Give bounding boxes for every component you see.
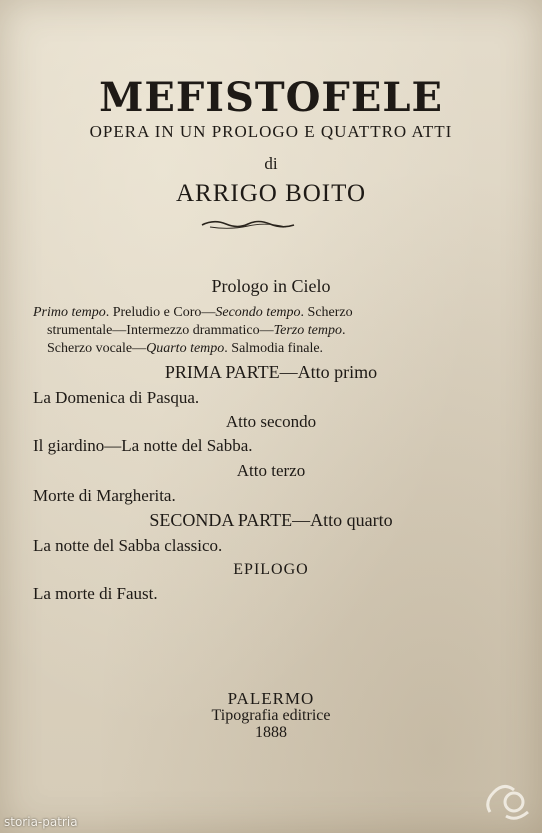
scene-morte-faust: La morte di Faust. (33, 584, 158, 603)
page-title: MEFISTOFELE (99, 74, 443, 121)
by-line: di (264, 154, 278, 173)
scene-giardino: Il giardino—La notte del Sabba. (33, 436, 253, 455)
prologo-desc-line-1 (33, 305, 353, 321)
scherzo: . Scherzo (300, 305, 353, 320)
prologo-desc-line-3 (47, 341, 323, 357)
quarto-tempo: Quarto tempo (146, 341, 225, 356)
ornament-rule (200, 216, 296, 232)
scene-notte-sabba-classico: La notte del Sabba classico. (33, 536, 223, 555)
author-name: ARRIGO BOITO (175, 180, 366, 207)
period: . (341, 323, 346, 338)
strumentale-intermezzo: strumentale—Intermezzo drammatico— (47, 323, 274, 338)
secondo-tempo: Secondo tempo (215, 305, 301, 320)
watermark-text: storia-patria (4, 815, 78, 829)
scene-domenica: La Domenica di Pasqua. (33, 388, 200, 407)
epilogo-heading: EPILOGO (233, 561, 309, 578)
atto-secondo-heading: Atto secondo (225, 412, 317, 431)
atto-terzo-heading: Atto terzo (236, 461, 306, 480)
scene-morte-margherita: Morte di Margherita. (33, 486, 176, 505)
imprint-printer: Tipografia editrice (211, 707, 331, 724)
primo-tempo: Primo tempo (33, 305, 106, 320)
ebay-watermark-logo-icon (478, 772, 538, 828)
prologo-heading: Prologo in Cielo (211, 276, 331, 296)
salmodia-finale: . Salmodia finale. (224, 341, 324, 356)
imprint-city: PALERMO (227, 689, 315, 708)
imprint-year: 1888 (255, 724, 287, 741)
preludio-coro: . Preludio e Coro— (105, 305, 216, 320)
terzo-tempo: Terzo tempo (273, 323, 342, 338)
scherzo-vocale: Scherzo vocale— (47, 341, 147, 356)
prologo-desc-line-2 (47, 323, 345, 339)
seconda-parte-heading: SECONDA PARTE—Atto quarto (149, 510, 393, 530)
prima-parte-heading: PRIMA PARTE—Atto primo (164, 362, 378, 382)
subtitle: OPERA IN UN PROLOGO E QUATTRO ATTI (89, 122, 453, 141)
